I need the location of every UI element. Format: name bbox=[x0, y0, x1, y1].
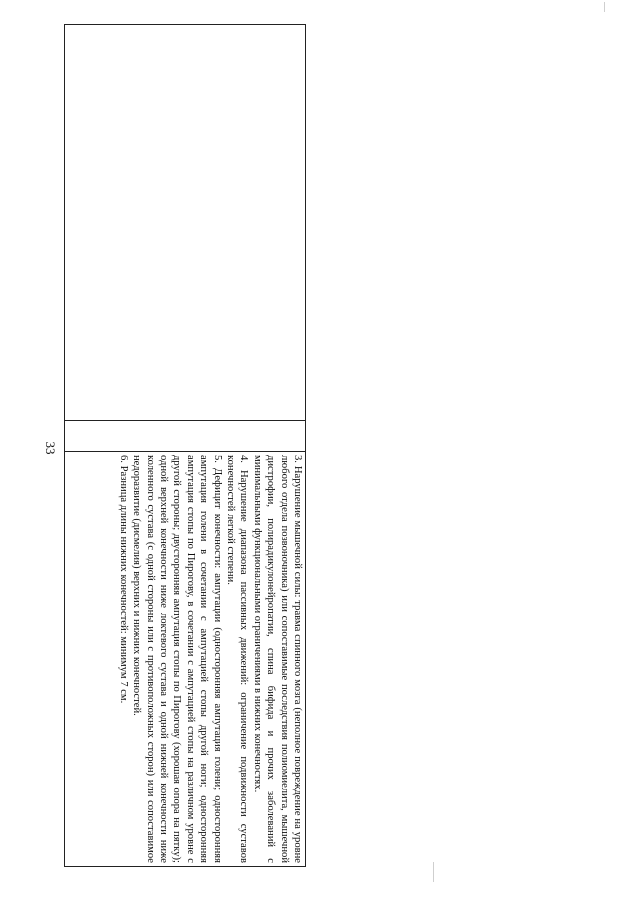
scan-mark bbox=[604, 2, 605, 12]
scan-mark bbox=[433, 862, 434, 882]
criteria-item: 5. Дефицит конечности: ампутации (односторонняя ампутация голени; односторонняя ампутация голени в сочетании с ампутацией стопы другой ноги; односторонняя ампутация стопы по Пирогову, в сочетании с ампутацией стопы на различном уровне с другой стороны; двусторонняя ампутация стопы по Пирогову (хорошая опора на пятку); одной верхней конечности ниже локтевого сустава и одной нижней конечности ниже коленного сустава (с одной стороны или с противоположных сторон) или сопоставимое недоразвитие (дисмелия) верхних и нижних конечностей. bbox=[131, 455, 223, 863]
criteria-table bbox=[64, 24, 306, 867]
table-cell-criteria bbox=[65, 452, 305, 866]
criteria-item: 3. Нарушение мышечной силы: травма спинного мозга (неполное повреждение на уровне любого отдела позвоночника) или сопоставимые последствия полиомиелита, мышечной дистрофии, полирадикулонейропатии, спина бифида и прочих заболеваний с минимальными функциональными ограничениями в нижних конечностях. bbox=[251, 455, 303, 863]
table-cell-empty bbox=[65, 25, 305, 421]
page-number: 33 bbox=[43, 441, 58, 455]
rotated-page-area bbox=[64, 24, 306, 867]
criteria-item: 4. Нарушение диапазона пассивных движений: ограничение подвижности суставов конечностей легкой степени. bbox=[224, 455, 250, 863]
table-cell-blank bbox=[65, 421, 305, 452]
criteria-item: 6. Разница длины нижних конечностей: минимум 7 см. bbox=[117, 455, 129, 704]
